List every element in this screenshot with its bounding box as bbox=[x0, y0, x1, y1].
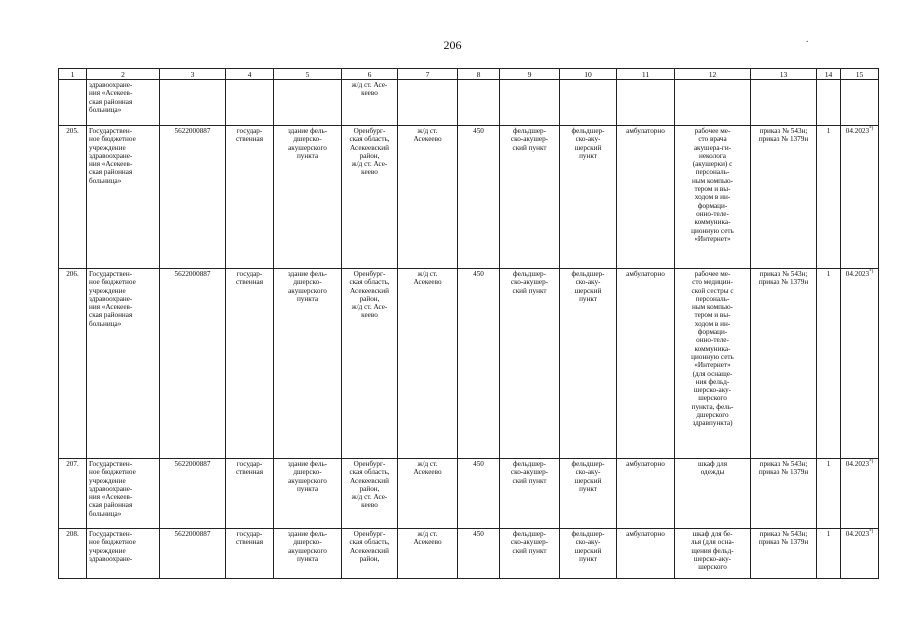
cell-care-type: амбулаторно bbox=[617, 126, 675, 269]
col-header: 3 bbox=[160, 69, 226, 80]
cell-locality: ж/д ст. Асекеево bbox=[398, 529, 458, 579]
col-header: 8 bbox=[458, 69, 500, 80]
cell-order: приказ № 543н; приказ № 1379н bbox=[751, 459, 817, 529]
cell-subunit: фельдшер- ско-аку- шерский пункт bbox=[560, 529, 617, 579]
cell-locality: ж/д ст. Асекеево bbox=[398, 269, 458, 459]
cell-order: приказ № 543н; приказ № 1379н bbox=[751, 269, 817, 459]
footnote-mark: *) bbox=[869, 126, 874, 132]
cell-number: 206. bbox=[59, 269, 87, 459]
cell-date bbox=[841, 126, 879, 269]
cell-unit: фельдшер- ско-акушер- ский пункт bbox=[500, 126, 560, 269]
cell-date bbox=[841, 269, 879, 459]
cell-unit: фельдшер- ско-акушер- ский пункт bbox=[500, 269, 560, 459]
cell-building: здание фель- дшерско- акушерского пункта bbox=[274, 269, 342, 459]
col-header: 5 bbox=[274, 69, 342, 80]
cell-code: 5622000887 bbox=[160, 459, 226, 529]
footnote-mark: *) bbox=[869, 269, 874, 275]
cell-population: 450 bbox=[458, 269, 500, 459]
col-header: 12 bbox=[675, 69, 751, 80]
cell-ownership: государ- ственная bbox=[226, 529, 274, 579]
cell-population: 450 bbox=[458, 529, 500, 579]
col-header: 4 bbox=[226, 69, 274, 80]
table-row bbox=[59, 269, 879, 459]
cell-code: 5622000887 bbox=[160, 126, 226, 269]
cell-locality: ж/д ст. Асекеево bbox=[398, 126, 458, 269]
date-value: 04.2023 bbox=[845, 127, 870, 135]
col-header: 2 bbox=[87, 69, 160, 80]
cell-address: Оренбург- ская область, Асекеевский район, bbox=[342, 529, 398, 579]
date-value: 04.2023 bbox=[845, 530, 870, 538]
footnote-mark: *) bbox=[869, 529, 874, 535]
cell-locality: ж/д ст. Асекеево bbox=[398, 459, 458, 529]
cell-number: 208. bbox=[59, 529, 87, 579]
col-header: 13 bbox=[751, 69, 817, 80]
cell-number: 207. bbox=[59, 459, 87, 529]
cell-quantity: 1 bbox=[817, 459, 841, 529]
cell-subunit: фельдшер- ско-аку- шерский пункт bbox=[560, 126, 617, 269]
cell-address: Оренбург- ская область, Асекеевский район, ж/д ст. Асе- кеево bbox=[342, 459, 398, 529]
col-header: 14 bbox=[817, 69, 841, 80]
col-header: 7 bbox=[398, 69, 458, 80]
table-row bbox=[59, 126, 879, 269]
cell-care-type: амбулаторно bbox=[617, 459, 675, 529]
cell-organization: Государствен- ное бюджетное учреждение здравоохране- bbox=[87, 529, 160, 579]
cell-code: 5622000887 bbox=[160, 529, 226, 579]
cell-organization: здравоохране- ния «Асекеев- ская районная больница» bbox=[87, 80, 160, 126]
cell-organization: Государствен- ное бюджетное учреждение здравоохране- ния «Асекеев- ская районная больница» bbox=[87, 459, 160, 529]
page-number: 206 bbox=[443, 38, 462, 52]
header-row bbox=[59, 69, 879, 80]
cell-order: приказ № 543н; приказ № 1379н bbox=[751, 529, 817, 579]
cell-population: 450 bbox=[458, 126, 500, 269]
cell-quantity: 1 bbox=[817, 529, 841, 579]
cell-building: здание фель- дшерско- акушерского пункта bbox=[274, 529, 342, 579]
cell-ownership: государ- ственная bbox=[226, 269, 274, 459]
col-header: 1 bbox=[59, 69, 87, 80]
cell-building: здание фель- дшерско- акушерского пункта bbox=[274, 126, 342, 269]
cell-quantity: 1 bbox=[817, 126, 841, 269]
cell-order: приказ № 543н; приказ № 1379н bbox=[751, 126, 817, 269]
cell-equipment: шкаф для бе- лья (для осна- щения фельд- шерско-аку- шерского bbox=[675, 529, 751, 579]
cell-code: 5622000887 bbox=[160, 269, 226, 459]
cell-equipment: рабочее ме- сто врача акушера-ги- неколога (акушерки) с персональ- ным компью- тером и вы- ходом в ин- формаци- онно-теле- коммуника- ционную сеть «Интернет» bbox=[675, 126, 751, 269]
cell-quantity: 1 bbox=[817, 269, 841, 459]
cell-number: 205. bbox=[59, 126, 87, 269]
date-value: 04.2023 bbox=[845, 270, 870, 278]
cell-equipment: шкаф для одежды bbox=[675, 459, 751, 529]
col-header: 11 bbox=[617, 69, 675, 80]
data-table bbox=[58, 68, 879, 579]
col-header: 15 bbox=[841, 69, 879, 80]
cell-building: здание фель- дшерско- акушерского пункта bbox=[274, 459, 342, 529]
col-header: 6 bbox=[342, 69, 398, 80]
cell-subunit: фельдшер- ско-аку- шерский пункт bbox=[560, 459, 617, 529]
cell-date bbox=[841, 529, 879, 579]
col-header: 9 bbox=[500, 69, 560, 80]
date-value: 04.2023 bbox=[845, 460, 870, 468]
cell-unit: фельдшер- ско-акушер- ский пункт bbox=[500, 529, 560, 579]
cell-care-type: амбулаторно bbox=[617, 529, 675, 579]
cell-address: Оренбург- ская область, Асекеевский район, ж/д ст. Асе- кеево bbox=[342, 126, 398, 269]
cell-address: ж/д ст. Асе- кеево bbox=[342, 80, 398, 126]
col-header: 10 bbox=[560, 69, 617, 80]
cell-organization: Государствен- ное бюджетное учреждение здравоохране- ния «Асекеев- ская районная больница» bbox=[87, 269, 160, 459]
cell-ownership: государ- ственная bbox=[226, 126, 274, 269]
continuation-row bbox=[59, 80, 879, 126]
page-mark: . bbox=[806, 34, 809, 45]
cell-address: Оренбург- ская область, Асекеевский район, ж/д ст. Асе- кеево bbox=[342, 269, 398, 459]
cell-equipment: рабочее ме- сто медицин- ской сестры с персональ- ным компью- тером и вы- ходом в ин- формаци- онно-теле- коммуника- ционную сеть «Интернет» (для оснаще- ния фельд- шерско-аку- шерского пункта, фель- дшерского здравпункта) bbox=[675, 269, 751, 459]
cell-ownership: государ- ственная bbox=[226, 459, 274, 529]
cell-unit: фельдшер- ско-акушер- ский пункт bbox=[500, 459, 560, 529]
cell-date bbox=[841, 459, 879, 529]
cell-subunit: фельдшер- ско-аку- шерский пункт bbox=[560, 269, 617, 459]
cell-organization: Государствен- ное бюджетное учреждение здравоохране- ния «Асекеев- ская районная больница» bbox=[87, 126, 160, 269]
table-row bbox=[59, 529, 879, 579]
cell-care-type: амбулаторно bbox=[617, 269, 675, 459]
table-row bbox=[59, 459, 879, 529]
cell-population: 450 bbox=[458, 459, 500, 529]
footnote-mark: *) bbox=[869, 459, 874, 465]
